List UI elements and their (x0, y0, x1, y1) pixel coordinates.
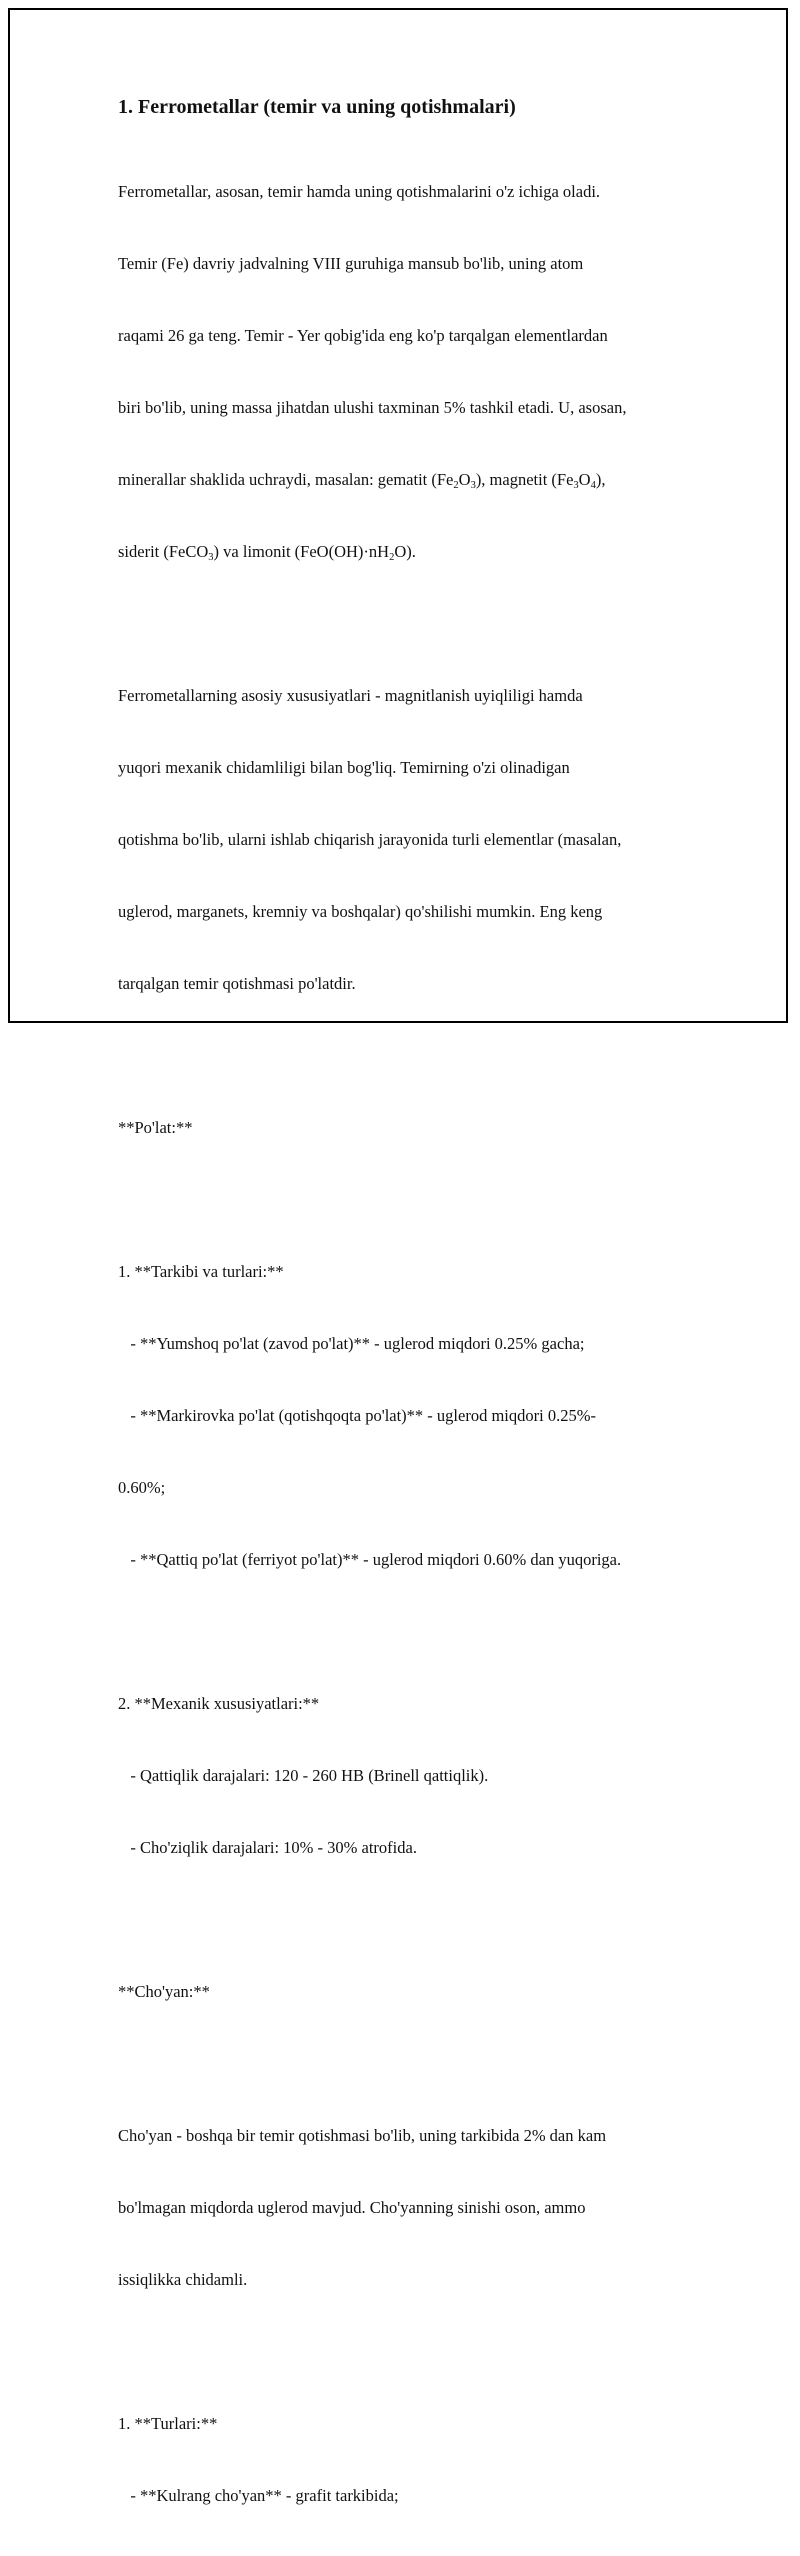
subheading-polat: **Po'lat:** (118, 1118, 193, 1137)
list-item: - **Yumshoq po'lat (zavod po'lat)** - uglerod miqdori 0.25% gacha; (118, 1334, 585, 1353)
text-line: raqami 26 ga teng. Temir - Yer qobig'ida eng ko'p tarqalgan elementlardan (118, 326, 608, 345)
text-line: Ferrometallarning asosiy xususiyatlari - magnitlanish uyiqliligi hamda (118, 686, 583, 705)
list-item: - Qattiqlik darajalari: 120 - 260 HB (Brinell qattiqlik). (118, 1766, 489, 1785)
list-composition (118, 1212, 698, 1620)
text-line: Ferrometallar, asosan, temir hamda uning qotishmalarini o'z ichiga oladi. (118, 182, 601, 201)
text-line: tarqalgan temir qotishmasi po'latdir. (118, 974, 356, 993)
document-body (118, 93, 698, 2556)
text-line: biri bo'lib, uning massa jihatdan ulushi taxminan 5% tashkil etadi. U, asosan, (118, 398, 627, 417)
list-item-continuation: 0.60%; (118, 1478, 166, 1497)
list-mechanical (118, 1644, 698, 1908)
paragraph-choyan (118, 2076, 698, 2340)
text-line: Temir (Fe) davriy jadvalning VIII guruhiga mansub bo'lib, uning atom (118, 254, 584, 273)
list-title: 1. **Turlari:** (118, 2414, 218, 2433)
list-item: - **Kulrang cho'yan** - grafit tarkibida; (118, 2486, 399, 2505)
paragraph-intro (118, 132, 698, 612)
list-item: - **Qattiq po'lat (ferriyot po'lat)** - uglerod miqdori 0.60% dan yuqoriga. (118, 1550, 622, 1569)
text-line: Cho'yan - boshqa bir temir qotishmasi bo'lib, uning tarkibida 2% dan kam (118, 2126, 607, 2145)
text-line: uglerod, marganets, kremniy va boshqalar) qo'shilishi mumkin. Eng keng (118, 902, 603, 921)
paragraph-properties (118, 636, 698, 1044)
text-line: issiqlikka chidamli. (118, 2270, 248, 2289)
list-title: 1. **Tarkibi va turlari:** (118, 1262, 284, 1281)
list-item: - **Markirovka po'lat (qotishqoqta po'lat)** - uglerod miqdori 0.25%- (118, 1406, 596, 1425)
text-line: siderit (FeCO$_3$) va limonit $(FeO(OH)\cdot nH_2O)$. (118, 542, 416, 563)
text-line: qotishma bo'lib, ularni ishlab chiqarish jarayonida turli elementlar (masalan, (118, 830, 622, 849)
section-heading: 1. Ferrometallar (temir va uning qotishmalari) (118, 96, 516, 118)
list-types (118, 2364, 698, 2556)
text-line: bo'lmagan miqdorda uglerod mavjud. Cho'yanning sinishi oson, ammo (118, 2198, 586, 2217)
list-title: 2. **Mexanik xususiyatlari:** (118, 1694, 320, 1713)
list-item: - Cho'ziqlik darajalari: 10% - 30% atrofida. (118, 1838, 417, 1857)
text-line: yuqori mexanik chidamliligi bilan bog'liq. Temirning o'zi olinadigan (118, 758, 570, 777)
text-line: minerallar shaklida uchraydi, masalan: gematit $(Fe_2O_3)$, magnetit $(Fe_3O_4)$, (118, 470, 606, 491)
subheading-choyan: **Cho'yan:** (118, 1982, 210, 2001)
